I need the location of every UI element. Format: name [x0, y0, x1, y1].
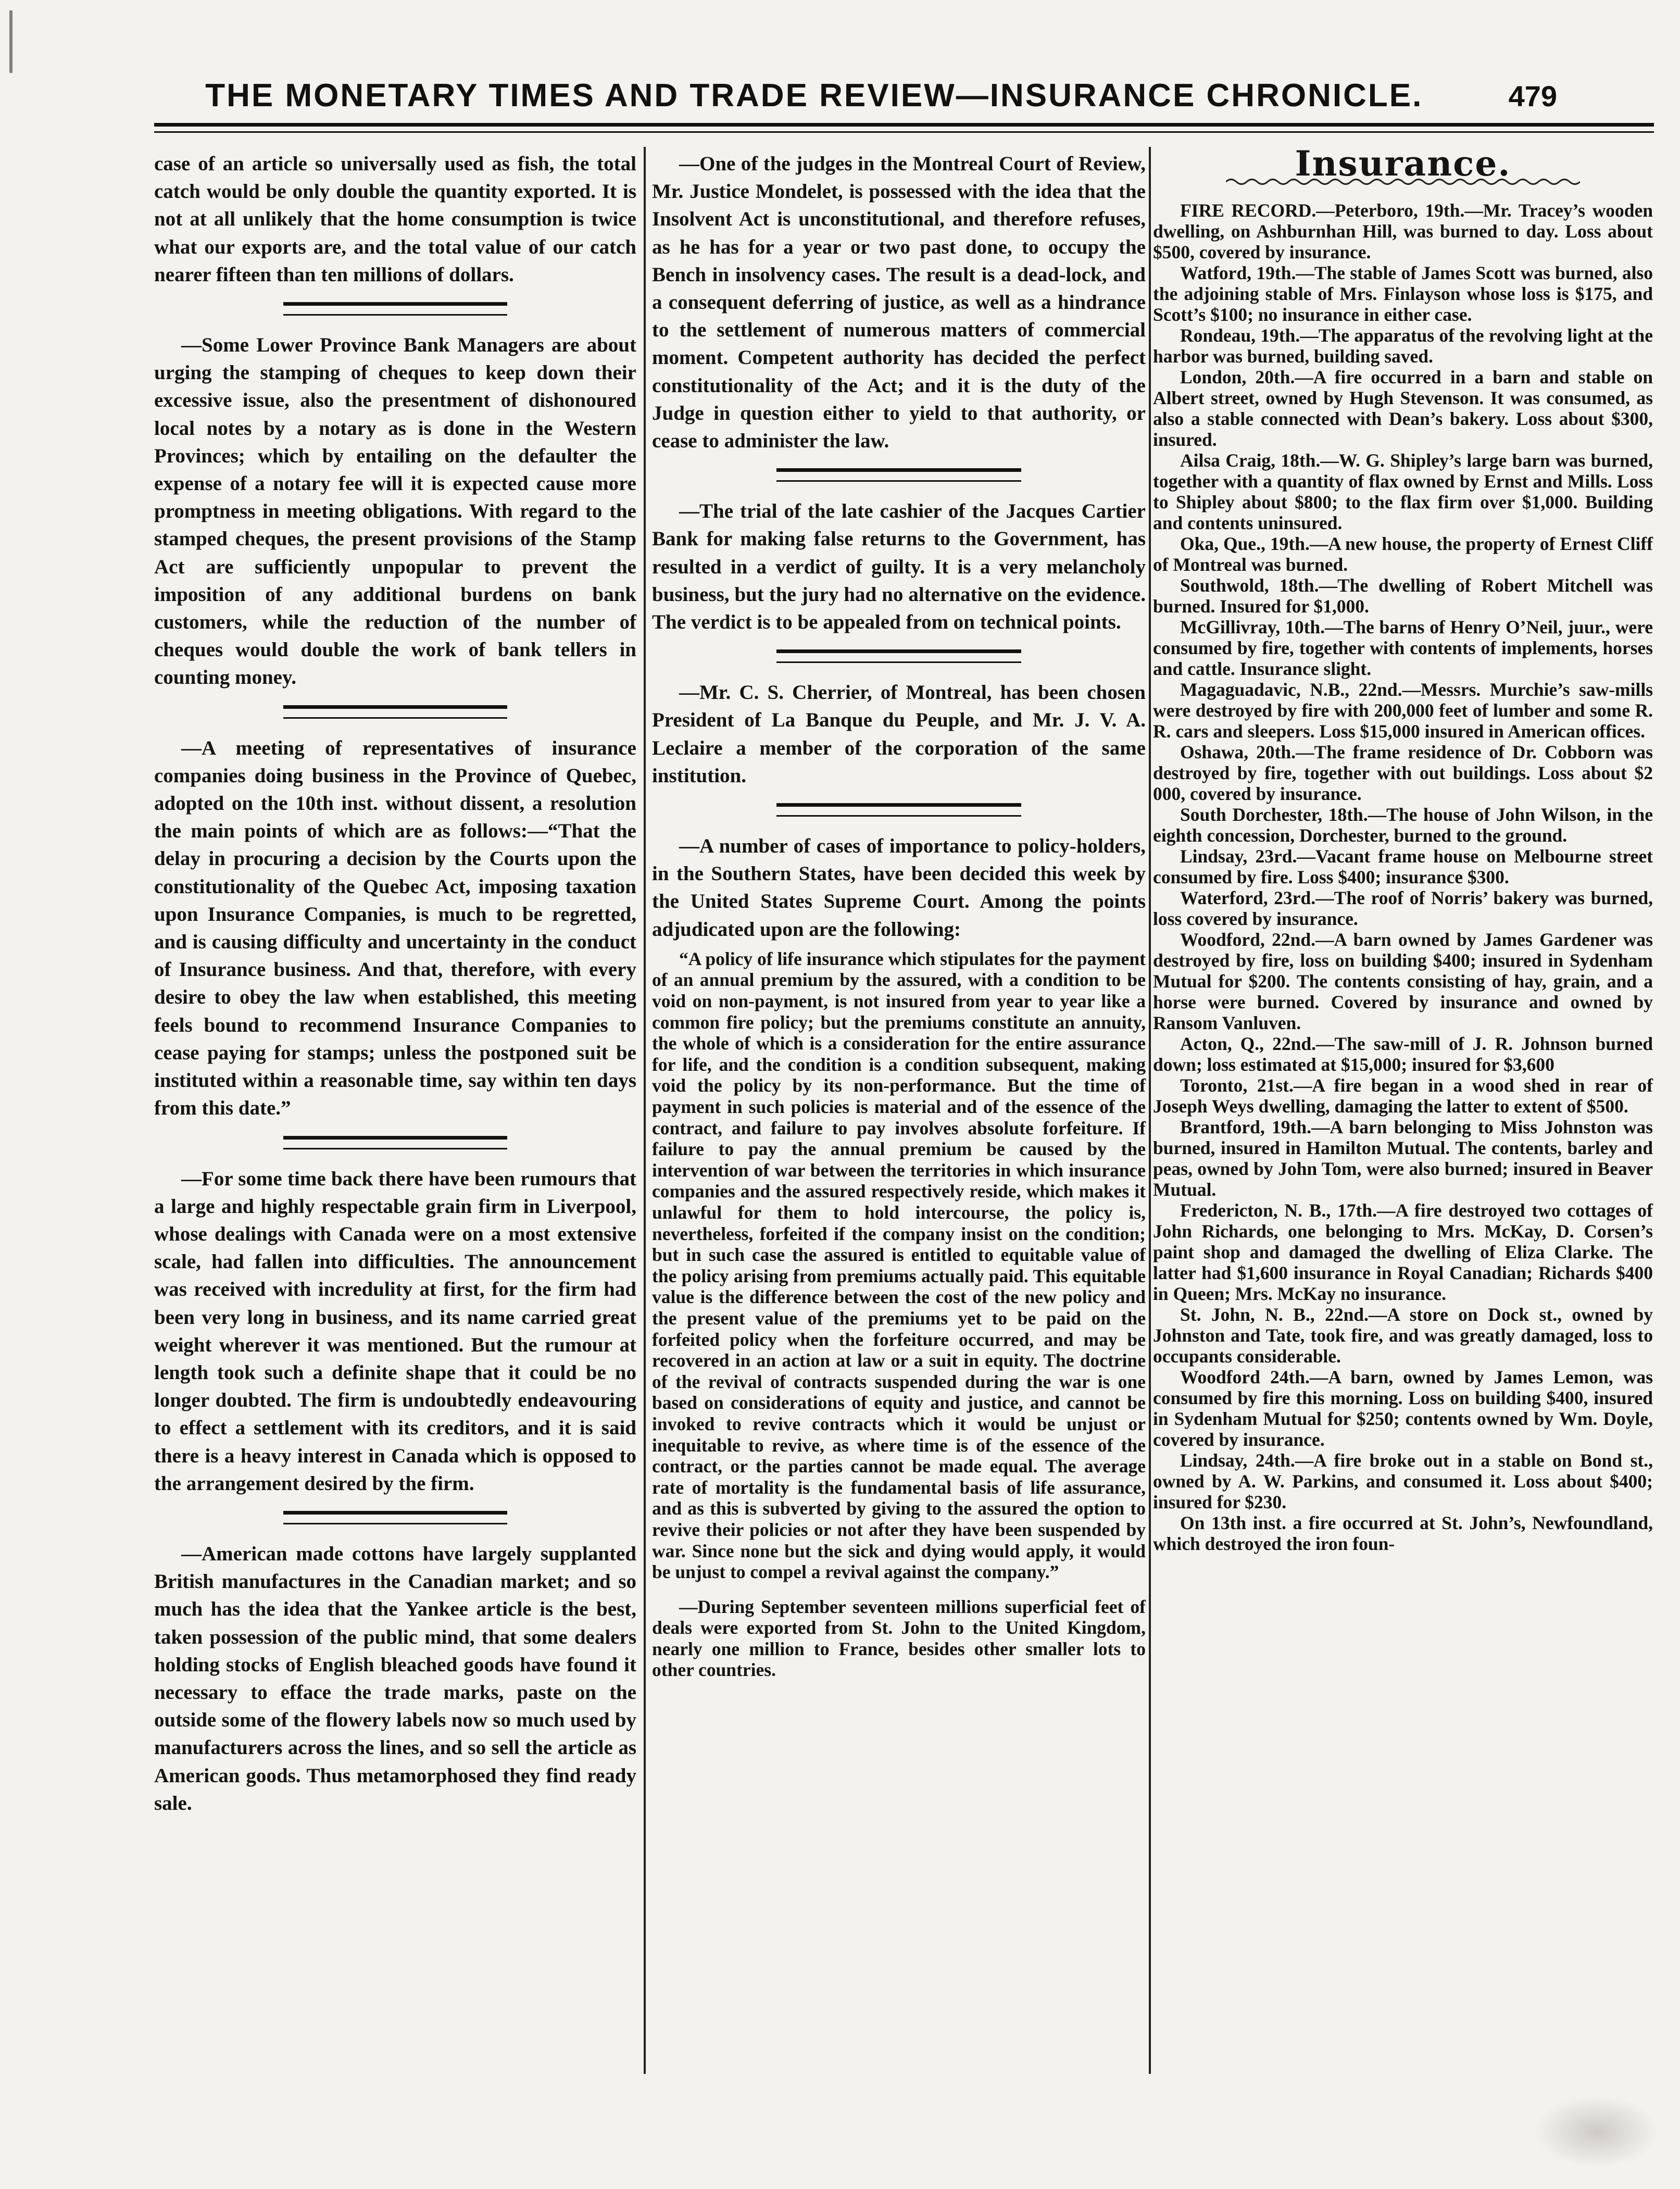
fire-record-entry: Ailsa Craig, 18th.—W. G. Shipley’s large barn was burned, together with a quantity of flax owned by Ernst and Mills. Loss to Shipley about $800; to the flax firm over $1,000. Building and contents uninsured.: [1153, 450, 1653, 533]
article-deals-exported: —During September seventeen millions superficial feet of deals were exported from St. John to the United Kingdom, nearly one million to France, besides other smaller lots to other countries.: [652, 1596, 1146, 1681]
article-american-cottons: —American made cottons have largely supplanted British manufactures in the Canadian market; and so much has the idea that the Yankee article is the best, taken possession of the public mind, that some dealers holding stocks of English bleached goods have found it necessary to efface the trade marks, paste on the outside some of the flowery labels now so much used by manufacturers across the lines, and so sell the article as American goods. Thus metamorphosed they find ready sale.: [154, 1542, 636, 1815]
column-3-insurance: [1153, 143, 1653, 1554]
fire-record-entry: Acton, Q., 22nd.—The saw-mill of J. R. Johnson burned down; loss estimated at $15,000; insured for $3,600: [1153, 1033, 1653, 1075]
fire-record-entry: Oka, Que., 19th.—A new house, the property of Ernest Cliff of Montreal was burned.: [1153, 533, 1653, 575]
header-rule-top: [154, 123, 1654, 127]
article-jacques-cartier: —The trial of the late cashier of the Jacques Cartier Bank for making false returns to the Government, has resulted in a verdict of guilty. It is a very melancholy business, but the jury had no alternative on the evidence. The verdict is to be appealed from on technical points.: [652, 500, 1146, 634]
fire-record-entry: Toronto, 21st.—A fire began in a wood shed in rear of Joseph Weys dwelling, damaging the latter to extent of $500.: [1153, 1075, 1653, 1117]
article-court-of-review: —One of the judges in the Montreal Court of Review, Mr. Justice Mondelet, is possessed with the idea that the Insolvent Act is unconstitutional, and therefore refuses, as he has for a year or two past done, to occupy the Bench in insolvency cases. The result is a dead-lock, and a consequent deferring of justice, as well as a hindrance to the settlement of numerous matters of commercial moment. Competent authority has decided the perfect constitutionality of the Act; and it is the duty of the Judge in question either to yield to that authority, or cease to administer the law.: [652, 153, 1146, 453]
separator-rule: [776, 649, 1021, 663]
separator-rule: [283, 1511, 507, 1524]
fire-record-entry: Woodford 24th.—A barn, owned by James Lemon, was consumed by fire this morning. Loss on building $400, insured in Sydenham Mutual for $250; contents owned by Wm. Doyle, covered by insurance.: [1153, 1367, 1653, 1450]
fire-record-entry: St. John, N. B., 22nd.—A store on Dock st., owned by Johnston and Tate, took fire, and was greatly damaged, loss to occupants considerable.: [1153, 1304, 1653, 1367]
fire-record-entry: Watford, 19th.—The stable of James Scott was burned, also the adjoining stable of Mrs. Finlayson whose loss is $175, and Scott’s $100; no insurance in either case.: [1153, 262, 1653, 325]
fire-record-entry: Magaguadavic, N.B., 22nd.—Messrs. Murchie’s saw-mills were destroyed by fire with 200,000 feet of lumber and some R. R. cars and sleepers. Loss $15,000 insured in American offices.: [1153, 679, 1653, 742]
page-number: 479: [1508, 80, 1557, 112]
fire-record-entry: On 13th inst. a fire occurred at St. John’s, Newfoundland, which destroyed the iron foun-: [1153, 1512, 1653, 1554]
fire-record-entry: McGillivray, 10th.—The barns of Henry O’Neil, juur., were consumed by fire, together with contents of implements, horses and cattle. Insurance slight.: [1153, 617, 1653, 679]
fire-record-entry: FIRE RECORD.—Peterboro, 19th.—Mr. Tracey’s wooden dwelling, on Ashburnhan Hill, was burned to day. Loss about $500, covered by insurance.: [1153, 200, 1653, 262]
column-2: [652, 150, 1146, 1681]
separator-rule: [283, 1136, 507, 1149]
deals-export-note: [652, 1596, 1146, 1681]
article-supreme-court: —A number of cases of importance to policy-holders, in the Southern States, have been decided this week by the United States Supreme Court. Among the points adjudicated upon are the following:: [652, 835, 1146, 941]
column-1: [154, 150, 636, 1817]
fire-record-entry: London, 20th.—A fire occurred in a barn and stable on Albert street, owned by Hugh Stevenson. It was consumed, as also a stable connected with Dean’s bakery. Loss about $300, insured.: [1153, 367, 1653, 450]
article-insurance-meeting: —A meeting of representatives of insurance companies doing business in the Province of Quebec, adopted on the 10th inst. without dissent, a resolution the main points of which are as follows:—“That the delay in procuring a decision by the Courts upon the constitutionality of the Quebec Act, imposing taxation upon Insurance Companies, is much to be regretted, and is causing difficulty and uncertainty in the conduct of Insurance business. And that, therefore, with every desire to obey the law when established, this meeting feels bound to recommend Insurance Companies to cease paying for stamps; unless the postponed suit be instituted within a reasonable time, say within ten days from this date.”: [154, 736, 636, 1120]
separator-rule: [776, 803, 1021, 817]
article-bank-managers: —Some Lower Province Bank Managers are about urging the stamping of cheques to keep down their excessive issue, also the presentment of dishonoured local notes by a notary as is done in the Western Provinces; which by entailing on the defaulter the expense of a notary fee will it is expected cause more promptness in meeting obligations. With regard to the stamped cheques, the present provisions of the Stamp Act are sufficiently unpopular to prevent the imposition of any additional burdens on bank customers, while the reduction of the number of cheques would double the work of bank tellers in counting money.: [154, 334, 636, 689]
fire-record-entry: Rondeau, 19th.—The apparatus of the revolving light at the harbor was burned, building saved.: [1153, 325, 1653, 367]
separator-rule: [283, 705, 507, 719]
page-corner-wear: [1534, 2095, 1659, 2168]
fire-record-entry: Lindsay, 23rd.—Vacant frame house on Melbourne street consumed by fire. Loss $400; insurance $300.: [1153, 846, 1653, 887]
quote-text: “A policy of life insurance which stipulates for the payment of an annual premium by the assured, with a condition to be void on non-payment, is not insured from year to year like a common fire policy; but the premiums constitute an annuity, the whole of which is a consideration for the entire assurance for life, and the condition is a condition subsequent, making void the policy by its non-performance. But the time of payment in such policies is material and of the essence of the contract, and failure to pay involves absolute forfeiture. If failure to pay the annual premium be caused by the intervention of war between the territories in which insurance companies and the assured respectively reside, which makes it unlawful for them to hold intercourse, the policy is, nevertheless, forfeited if the company insist on the condition; but in such case the assured is entitled to equitable value of the policy arising from premiums actually paid. This equitable value is the difference between the cost of the new policy and the present value of the premiums yet to be paid on the forfeited policy when the forfeiture occurred, and may be recovered in an action at law or a suit in equity. The doctrine of the revival of contracts suspended during the war is one based on considerations of equity and justice, and cannot be invoked to revive contracts which it would be unjust or inequitable to revive, as where time is of the essence of the contract, or the parties cannot be made equal. The average rate of mortality is the fundamental basis of life assurance, and as this is subverted by giving to the assured the option to revive their policies or not after they have been suspended by war. Since none but the sick and dying would apply, it would be unjust to compel a revival against the company.”: [652, 948, 1146, 1583]
fire-record-entry: Southwold, 18th.—The dwelling of Robert Mitchell was burned. Insured for $1,000.: [1153, 575, 1653, 617]
fire-record-entry: Lindsay, 24th.—A fire broke out in a stable on Bond st., owned by A. W. Parkins, and consumed it. Loss about $400; insured for $230.: [1153, 1450, 1653, 1512]
fire-record-entry: Oshawa, 20th.—The frame residence of Dr. Cobborn was destroyed by fire, together with out buildings. Loss about $2 000, covered by insurance.: [1153, 742, 1653, 804]
margin-mark: [9, 10, 12, 73]
separator-rule: [776, 468, 1021, 482]
fire-record-list: [1153, 200, 1653, 1554]
running-header: [141, 77, 1557, 119]
court-decision-quote: [652, 948, 1146, 1583]
column-divider-1: [644, 147, 646, 2074]
article-banque-du-peuple: —Mr. C. S. Cherrier, of Montreal, has been chosen President of La Banque du Peuple, and Mr. J. V. A. Leclaire a member of the corporation of the same institution.: [652, 681, 1146, 787]
separator-rule: [283, 302, 507, 316]
fire-record-entry: Woodford, 22nd.—A barn owned by James Gardener was destroyed by fire, loss on building $400; insured in Sydenham Mutual for $200. The contents consisting of hay, grain, and a horse were burned. Covered by insurance and owned by Ransom Vanluven.: [1153, 929, 1653, 1033]
fire-record-entry: Fredericton, N. B., 17th.—A fire destroyed two cottages of John Richards, one belonging to Mrs. McKay, D. Corsen’s paint shop and damaged the dwelling of Eliza Clarke. The latter had $1,600 insurance in Royal Canadian; Richards $400 in Queen; Mrs. McKay no insurance.: [1153, 1200, 1653, 1304]
fire-record-entry: South Dorchester, 18th.—The house of John Wilson, in the eighth concession, Dorchester, burned to the ground.: [1153, 804, 1653, 846]
section-heading-insurance: Insurance.: [1295, 143, 1511, 184]
publication-title: THE MONETARY TIMES AND TRADE REVIEW—INSURANCE CHRONICLE.: [205, 78, 1423, 114]
fire-record-entry: Waterford, 23rd.—The roof of Norris’ bakery was burned, loss covered by insurance.: [1153, 887, 1653, 929]
article-grain-firm: —For some time back there have been rumours that a large and highly respectable grain firm in Liverpool, whose dealings with Canada were on a most extensive scale, had fallen into difficulties. The announcement was received with incredulity at first, for the firm had been very long in business, and its name carried great weight wherever it was mentioned. But the rumour at length took such a definite shape that it could be no longer doubted. The firm is undoubtedly endeavouring to effect a settlement with its creditors, and it is said there is a heavy interest in Canada which is opposed to the arrangement desired by the firm.: [154, 1167, 636, 1495]
article-fish-continued: case of an article so universally used as fish, the total catch would be only double the quantity exported. It is not at all unlikely that the home consumption is twice what our exports are, and the total value of our catch nearer fifteen than ten millions of dollars.: [154, 153, 636, 286]
fire-record-entry: Brantford, 19th.—A barn belonging to Miss Johnston was burned, insured in Hamilton Mutual. The contents, barley and peas, owned by John Tom, were also burned; insured in Beaver Mutual.: [1153, 1117, 1653, 1200]
column-divider-2: [1149, 147, 1151, 2074]
header-rule-bottom: [154, 131, 1654, 133]
